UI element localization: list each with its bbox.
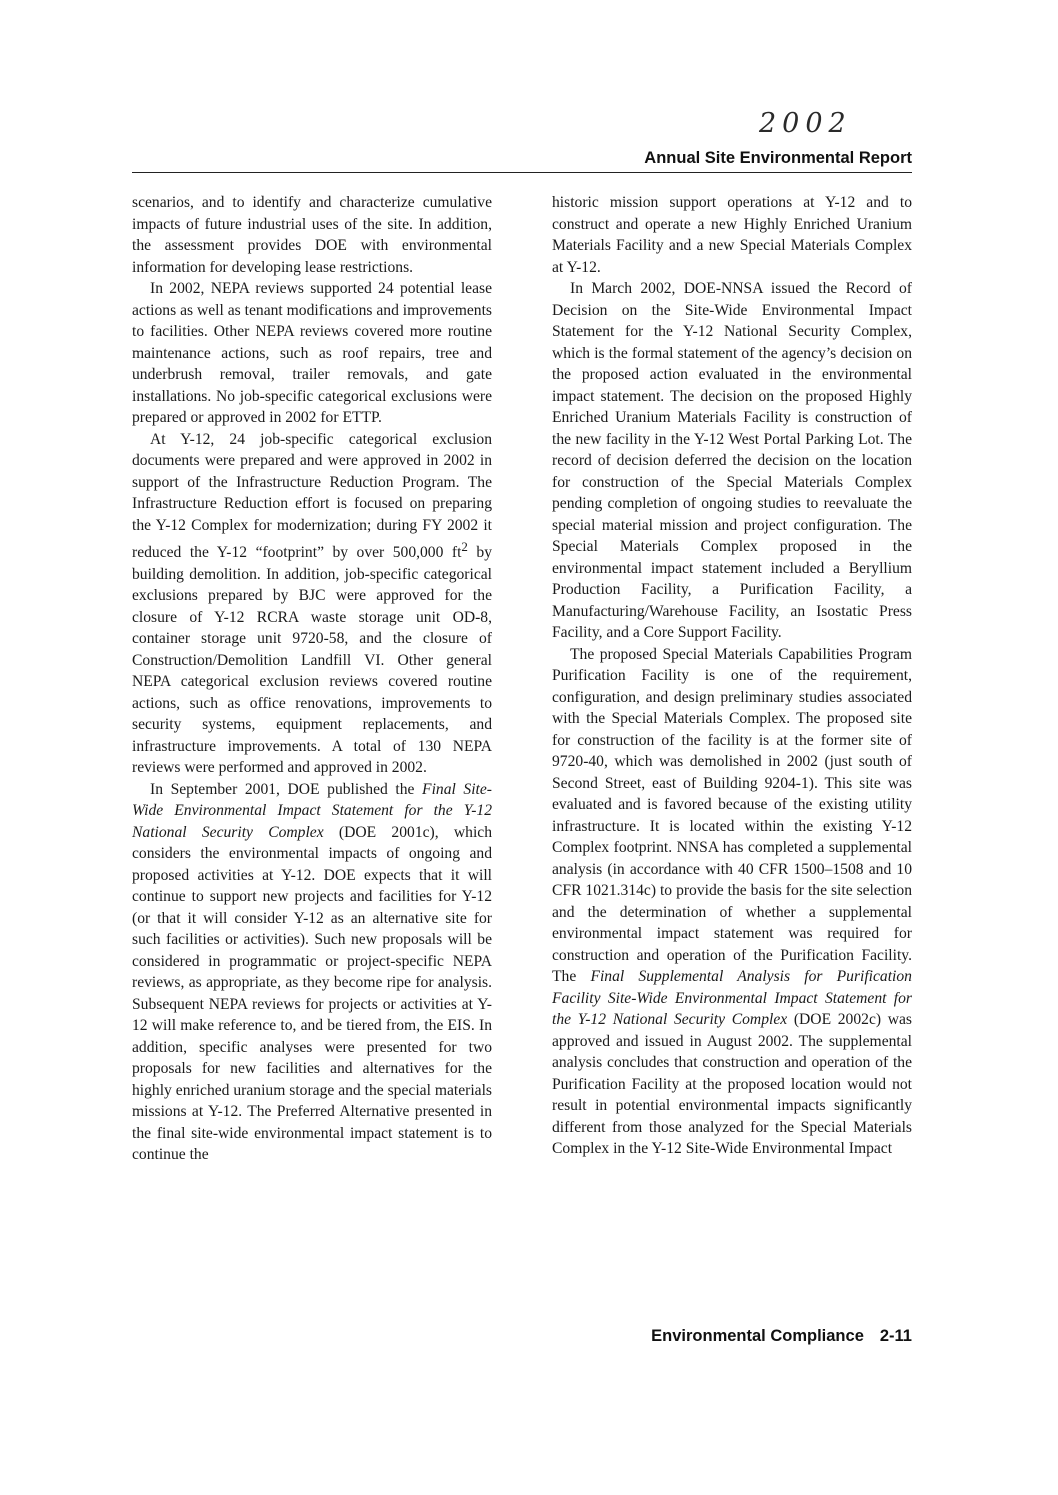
eis-title-italic: Final Site-Wide Environmental Impact Statement for the Y-12 National Security Complex xyxy=(132,780,492,841)
right-paragraph-3-text-b: (DOE 2002c) was approved and issued in August 2002. The supplemental analysis concludes that construction and operation of the Purification Facility at the proposed location would not result in potential environmental impacts significantly different from those analyzed for the Special Materials Complex in the Y-12 Site-Wide Environmental Impact xyxy=(552,1011,912,1157)
right-paragraph-3 xyxy=(552,644,912,1160)
left-paragraph-3 xyxy=(132,429,492,779)
left-text-column xyxy=(132,192,492,1166)
handwritten-year-note: 2002 xyxy=(759,108,852,139)
header-rule xyxy=(132,172,912,173)
left-paragraph-2: In 2002, NEPA reviews supported 24 potential lease actions as well as tenant modifications and improvements to facilities. Other NEPA reviews covered more routine maintenance actions, such as roof repairs, tree and underbrush removal, trailer removals, and gate installations. No job-specific categorical exclusions were prepared or approved in 2002 for ETTP. xyxy=(132,280,492,426)
page-number: 2-11 xyxy=(879,1327,912,1345)
right-paragraph-1: historic mission support operations at Y-12 and to construct and operate a new Highly Enriched Uranium Materials Facility and a new Special Materials Complex at Y-12. xyxy=(552,194,912,276)
footer-section-title: Environmental Compliance xyxy=(651,1327,864,1345)
right-text-column xyxy=(552,192,912,1160)
left-paragraph-1: scenarios, and to identify and characterize cumulative impacts of future industrial uses of the site. In addition, the assessment provides DOE with environmental information for developing lease restrictions. xyxy=(132,194,492,276)
left-paragraph-4 xyxy=(132,779,492,1166)
left-paragraph-4-text-b: (DOE 2001c), which considers the environmental impacts of ongoing and proposed activities at Y-12. DOE expects that it will continue to support new projects and facilities for Y-12 (or that it will consider Y-12 as an alternative site for such facilities or activities). Such new proposals will be considered in programmatic or project-specific NEPA reviews, as appropriate, as they become ripe for analysis. Subsequent NEPA reviews for projects or activities at Y-12 will make reference to, and be tiered from, the EIS. In addition, specific analyses were presented for two proposals for new facilities and alternatives for the highly enriched uranium storage and the special materials missions at Y-12. The Preferred Alternative presented in the final site-wide environmental impact statement is to continue the xyxy=(132,823,493,1164)
left-paragraph-3-text-b: by building demolition. In addition, job-specific categorical exclusions prepared by BJC were approved for the closure of Y-12 RCRA waste storage unit OD-8, container storage unit 9720-58, and the closure of Construction/Demolition Landfill VI. Other general NEPA categorical exclusion reviews covered routine actions, such as office renovations, improvements to security systems, equipment replacements, and infrastructure improvements. A total of 130 NEPA reviews were performed and approved in 2002. xyxy=(132,544,492,777)
right-paragraph-3-text-a: The proposed Special Materials Capabilities Program Purification Facility is one of the requirement, configuration, and design preliminary studies associated with the Special Materials Complex. The proposed site for construction of the facility is at the former site of 9720-40, which was demolished in 2002 (just south of Second Street, east of Building 9204-1). This site was evaluated and is favored because of the existing utility infrastructure. It is located within the existing Y-12 Complex footprint. NNSA has completed a supplemental analysis (in accordance with 40 CFR 1500–1508 and 10 CFR 1021.314c) to provide the basis for the site selection and the determination of whether a supplemental environmental impact statement was required for construction and operation of the Purification Facility. The xyxy=(552,645,912,985)
superscript-2: 2 xyxy=(461,539,468,554)
supplemental-analysis-title-italic: Final Supplemental Analysis for Purification Facility Site-Wide Environmental Impact Statement for the Y-12 National Security Complex xyxy=(552,968,912,1028)
left-paragraph-4-text-a: In September 2001, DOE published the xyxy=(150,780,423,798)
left-paragraph-3-text-a: At Y-12, 24 job-specific categorical exclusion documents were prepared and were approved in 2002 in support of the Infrastructure Reduction Program. The Infrastructure Reduction effort is focused on preparing the Y-12 Complex for modernization; during FY 2002 it reduced the Y-12 “footprint” by over 500,000 ft xyxy=(132,430,492,562)
right-paragraph-2: In March 2002, DOE-NNSA issued the Record of Decision on the Site-Wide Environmental Impact Statement for the Y-12 National Security Complex, which is the formal statement of the agency’s decision on the proposed action evaluated in the environmental impact statement. The decision on the proposed Highly Enriched Uranium Materials Facility is construction of the new facility in the Y-12 West Portal Parking Lot. The record of decision deferred the decision on the location for construction of the Special Materials Complex pending completion of ongoing studies to reevaluate the special material mission and project configuration. The Special Materials Complex proposed in the environmental impact statement included a Beryllium Production Facility, a Purification Facility, a Manufacturing/Warehouse Facility, an Isostatic Press Facility, and a Core Support Facility. xyxy=(552,280,912,641)
running-header-title: Annual Site Environmental Report xyxy=(644,149,912,167)
running-footer xyxy=(560,1327,912,1346)
